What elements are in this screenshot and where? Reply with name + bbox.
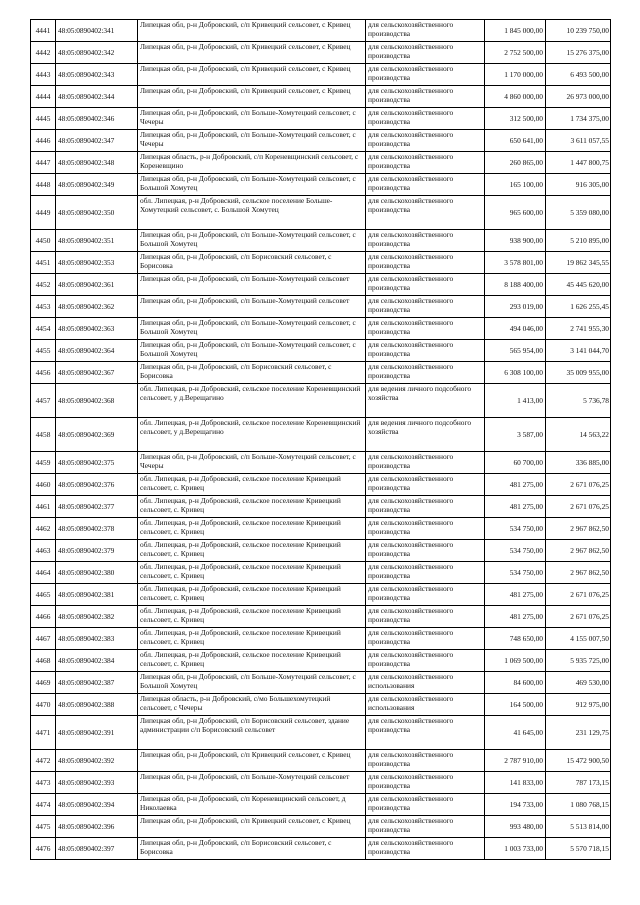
row-number: 4447 xyxy=(31,152,56,174)
cadastral-number: 48:05:0890402:376 xyxy=(56,474,138,496)
permitted-use-cell: для сельскохозяйственного производства xyxy=(366,274,485,296)
table-row xyxy=(31,340,611,362)
table-row xyxy=(31,384,611,418)
cadastral-number: 48:05:0890402:388 xyxy=(56,694,138,716)
table-row xyxy=(31,694,611,716)
table-body xyxy=(31,20,611,860)
permitted-use-cell: для сельскохозяйственного производства xyxy=(366,838,485,860)
cadastral-value-cell: 5 736,78 xyxy=(546,384,611,418)
table-row xyxy=(31,562,611,584)
area-cell: 8 188 400,00 xyxy=(485,274,546,296)
table-row xyxy=(31,86,611,108)
cadastral-number: 48:05:0890402:341 xyxy=(56,20,138,42)
cadastral-value-cell: 2 671 076,25 xyxy=(546,474,611,496)
address-cell: обл. Липецкая, р-н Добровский, сельское поселение Кривецкий сельсовет, с. Кривец xyxy=(138,650,366,672)
cadastral-number: 48:05:0890402:397 xyxy=(56,838,138,860)
cadastral-value-cell: 1 447 800,75 xyxy=(546,152,611,174)
table-row xyxy=(31,152,611,174)
address-cell: Липецкая обл, р-н Добровский, с/п Больше-Хомутецкий сельсовет, с Чечеры xyxy=(138,130,366,152)
permitted-use-cell: для сельскохозяйственного производства xyxy=(366,716,485,750)
address-cell: Липецкая обл, р-н Добровский, с/п Больше-Хомутецкий сельсовет, с Большой Хомутец xyxy=(138,174,366,196)
cadastral-value-cell: 5 570 718,15 xyxy=(546,838,611,860)
row-number: 4454 xyxy=(31,318,56,340)
address-cell: Липецкая обл, р-н Добровский, с/п Кореневщинский сельсовет, д Николаевка xyxy=(138,794,366,816)
permitted-use-cell: для сельскохозяйственного производства xyxy=(366,650,485,672)
cadastral-number: 48:05:0890402:382 xyxy=(56,606,138,628)
cadastral-number: 48:05:0890402:391 xyxy=(56,716,138,750)
row-number: 4449 xyxy=(31,196,56,230)
area-cell: 993 480,00 xyxy=(485,816,546,838)
area-cell: 3 587,00 xyxy=(485,418,546,452)
address-cell: Липецкая обл, р-н Добровский, с/п Больше-Хомутецкий сельсовет xyxy=(138,296,366,318)
row-number: 4466 xyxy=(31,606,56,628)
cadastral-value-cell: 6 493 500,00 xyxy=(546,64,611,86)
cadastral-value-cell: 787 173,15 xyxy=(546,772,611,794)
address-cell: обл. Липецкая, р-н Добровский, сельское поселение Кореневщинский сельсовет, у д.Верещагино xyxy=(138,418,366,452)
cadastral-number: 48:05:0890402:384 xyxy=(56,650,138,672)
permitted-use-cell: для сельскохозяйственного производства xyxy=(366,750,485,772)
address-cell: Липецкая обл, р-н Добровский, с/п Борисовский сельсовет, с Борисовка xyxy=(138,838,366,860)
row-number: 4475 xyxy=(31,816,56,838)
table-row xyxy=(31,196,611,230)
row-number: 4470 xyxy=(31,694,56,716)
table-row xyxy=(31,584,611,606)
cadastral-value-cell: 2 671 076,25 xyxy=(546,584,611,606)
area-cell: 141 833,00 xyxy=(485,772,546,794)
cadastral-number: 48:05:0890402:380 xyxy=(56,562,138,584)
area-cell: 1 003 733,00 xyxy=(485,838,546,860)
cadastral-number: 48:05:0890402:343 xyxy=(56,64,138,86)
table-row xyxy=(31,794,611,816)
address-cell: Липецкая обл, р-н Добровский, с/п Борисовский сельсовет, с Борисовка xyxy=(138,252,366,274)
area-cell: 194 733,00 xyxy=(485,794,546,816)
address-cell: обл. Липецкая, р-н Добровский, сельское поселение Больше-Хомутецкий сельсовет, с. Большой Хомутец xyxy=(138,196,366,230)
permitted-use-cell: для сельскохозяйственного производства xyxy=(366,362,485,384)
cadastral-number: 48:05:0890402:342 xyxy=(56,42,138,64)
cadastral-number: 48:05:0890402:347 xyxy=(56,130,138,152)
cadastral-number: 48:05:0890402:369 xyxy=(56,418,138,452)
cadastral-value-cell: 5 513 814,00 xyxy=(546,816,611,838)
area-cell: 1 170 000,00 xyxy=(485,64,546,86)
address-cell: Липецкая обл, р-н Добровский, с/п Больше-Хомутецкий сельсовет, с Чечеры xyxy=(138,108,366,130)
address-cell: обл. Липецкая, р-н Добровский, сельское поселение Кривецкий сельсовет, с. Кривец xyxy=(138,474,366,496)
area-cell: 481 275,00 xyxy=(485,584,546,606)
row-number: 4474 xyxy=(31,794,56,816)
area-cell: 481 275,00 xyxy=(485,496,546,518)
cadastral-value-cell: 5 935 725,00 xyxy=(546,650,611,672)
cadastral-number: 48:05:0890402:349 xyxy=(56,174,138,196)
table-row xyxy=(31,42,611,64)
row-number: 4471 xyxy=(31,716,56,750)
cadastral-number: 48:05:0890402:353 xyxy=(56,252,138,274)
cadastral-number: 48:05:0890402:375 xyxy=(56,452,138,474)
cadastral-value-cell: 15 472 900,50 xyxy=(546,750,611,772)
permitted-use-cell: для сельскохозяйственного производства xyxy=(366,452,485,474)
table-row xyxy=(31,252,611,274)
area-cell: 1 845 000,00 xyxy=(485,20,546,42)
area-cell: 534 750,00 xyxy=(485,562,546,584)
address-cell: обл. Липецкая, р-н Добровский, сельское поселение Кривецкий сельсовет, с. Кривец xyxy=(138,518,366,540)
area-cell: 565 954,00 xyxy=(485,340,546,362)
address-cell: Липецкая обл, р-н Добровский, с/п Больше-Хомутецкий сельсовет xyxy=(138,772,366,794)
table-row xyxy=(31,518,611,540)
permitted-use-cell: для сельскохозяйственного производства xyxy=(366,340,485,362)
cadastral-number: 48:05:0890402:361 xyxy=(56,274,138,296)
area-cell: 165 100,00 xyxy=(485,174,546,196)
permitted-use-cell: для сельскохозяйственного производства xyxy=(366,606,485,628)
table-row xyxy=(31,20,611,42)
permitted-use-cell: для сельскохозяйственного производства xyxy=(366,152,485,174)
row-number: 4451 xyxy=(31,252,56,274)
address-cell: обл. Липецкая, р-н Добровский, сельское поселение Кривецкий сельсовет, с. Кривец xyxy=(138,628,366,650)
cadastral-number: 48:05:0890402:383 xyxy=(56,628,138,650)
permitted-use-cell: для сельскохозяйственного производства xyxy=(366,42,485,64)
cadastral-value-cell: 469 530,00 xyxy=(546,672,611,694)
area-cell: 748 650,00 xyxy=(485,628,546,650)
table-row xyxy=(31,772,611,794)
table-row xyxy=(31,606,611,628)
cadastral-number: 48:05:0890402:364 xyxy=(56,340,138,362)
area-cell: 41 645,00 xyxy=(485,716,546,750)
row-number: 4473 xyxy=(31,772,56,794)
cadastral-value-cell: 14 563,22 xyxy=(546,418,611,452)
area-cell: 1 413,00 xyxy=(485,384,546,418)
row-number: 4455 xyxy=(31,340,56,362)
cadastral-value-cell: 5 359 080,00 xyxy=(546,196,611,230)
area-cell: 965 600,00 xyxy=(485,196,546,230)
table-row xyxy=(31,362,611,384)
permitted-use-cell: для сельскохозяйственного производства xyxy=(366,252,485,274)
cadastral-value-cell: 3 141 044,70 xyxy=(546,340,611,362)
address-cell: Липецкая обл, р-н Добровский, с/п Кривецкий сельсовет, с Кривец xyxy=(138,20,366,42)
permitted-use-cell: для сельскохозяйственного производства xyxy=(366,496,485,518)
area-cell: 3 578 801,00 xyxy=(485,252,546,274)
cadastral-value-cell: 2 967 862,50 xyxy=(546,540,611,562)
row-number: 4468 xyxy=(31,650,56,672)
permitted-use-cell: для сельскохозяйственного производства xyxy=(366,108,485,130)
address-cell: Липецкая обл, р-н Добровский, с/п Кривецкий сельсовет, с Кривец xyxy=(138,750,366,772)
cadastral-value-cell: 45 445 620,00 xyxy=(546,274,611,296)
row-number: 4443 xyxy=(31,64,56,86)
address-cell: Липецкая обл, р-н Добровский, с/п Борисовский сельсовет, с Борисовка xyxy=(138,362,366,384)
address-cell: обл. Липецкая, р-н Добровский, сельское поселение Кривецкий сельсовет, с. Кривец xyxy=(138,540,366,562)
row-number: 4450 xyxy=(31,230,56,252)
address-cell: Липецкая область, р-н Добровский, с/мо Большехомутецкий сельсовет, с Чечеры xyxy=(138,694,366,716)
address-cell: Липецкая обл, р-н Добровский, с/п Больше-Хомутецкий сельсовет, с Чечеры xyxy=(138,452,366,474)
row-number: 4459 xyxy=(31,452,56,474)
row-number: 4460 xyxy=(31,474,56,496)
table-row xyxy=(31,628,611,650)
row-number: 4476 xyxy=(31,838,56,860)
permitted-use-cell: для сельскохозяйственного производства xyxy=(366,64,485,86)
table-row xyxy=(31,418,611,452)
address-cell: обл. Липецкая, р-н Добровский, сельское поселение Кореневщинский сельсовет, у д.Верещагино xyxy=(138,384,366,418)
area-cell: 1 069 500,00 xyxy=(485,650,546,672)
permitted-use-cell: для сельскохозяйственного производства xyxy=(366,562,485,584)
cadastral-value-cell: 2 671 076,25 xyxy=(546,606,611,628)
cadastral-number: 48:05:0890402:344 xyxy=(56,86,138,108)
cadastral-value-cell: 3 611 057,55 xyxy=(546,130,611,152)
cadastral-number: 48:05:0890402:367 xyxy=(56,362,138,384)
row-number: 4461 xyxy=(31,496,56,518)
cadastral-number: 48:05:0890402:346 xyxy=(56,108,138,130)
permitted-use-cell: для сельскохозяйственного производства xyxy=(366,296,485,318)
permitted-use-cell: для сельскохозяйственного производства xyxy=(366,816,485,838)
area-cell: 481 275,00 xyxy=(485,606,546,628)
cadastral-value-cell: 2 741 955,30 xyxy=(546,318,611,340)
address-cell: Липецкая область, р-н Добровский, с/п Кореневщинский сельсовет, с Кореневщино xyxy=(138,152,366,174)
row-number: 4445 xyxy=(31,108,56,130)
area-cell: 260 865,00 xyxy=(485,152,546,174)
cadastral-number: 48:05:0890402:394 xyxy=(56,794,138,816)
table-row xyxy=(31,496,611,518)
cadastral-value-cell: 15 276 375,00 xyxy=(546,42,611,64)
permitted-use-cell: для сельскохозяйственного производства xyxy=(366,318,485,340)
row-number: 4448 xyxy=(31,174,56,196)
address-cell: Липецкая обл, р-н Добровский, с/п Борисовский сельсовет, здание администрации с/п Борисовский сельсовет xyxy=(138,716,366,750)
row-number: 4441 xyxy=(31,20,56,42)
permitted-use-cell: для сельскохозяйственного производства xyxy=(366,794,485,816)
permitted-use-cell: для сельскохозяйственного производства xyxy=(366,628,485,650)
address-cell: Липецкая обл, р-н Добровский, с/п Больше-Хомутецкий сельсовет, с Большой Хомутец xyxy=(138,230,366,252)
area-cell: 481 275,00 xyxy=(485,474,546,496)
table-row xyxy=(31,174,611,196)
area-cell: 60 700,00 xyxy=(485,452,546,474)
table-row xyxy=(31,230,611,252)
cadastral-number: 48:05:0890402:377 xyxy=(56,496,138,518)
permitted-use-cell: для ведения личного подсобного хозяйства xyxy=(366,418,485,452)
cadastral-number: 48:05:0890402:379 xyxy=(56,540,138,562)
cadastral-number: 48:05:0890402:351 xyxy=(56,230,138,252)
area-cell: 164 500,00 xyxy=(485,694,546,716)
cadastral-value-cell: 336 885,00 xyxy=(546,452,611,474)
permitted-use-cell: для сельскохозяйственного производства xyxy=(366,772,485,794)
area-cell: 494 046,00 xyxy=(485,318,546,340)
cadastral-value-cell: 5 210 895,00 xyxy=(546,230,611,252)
row-number: 4462 xyxy=(31,518,56,540)
cadastral-value-cell: 10 239 750,00 xyxy=(546,20,611,42)
table-row xyxy=(31,274,611,296)
row-number: 4442 xyxy=(31,42,56,64)
row-number: 4469 xyxy=(31,672,56,694)
address-cell: обл. Липецкая, р-н Добровский, сельское поселение Кривецкий сельсовет, с. Кривец xyxy=(138,584,366,606)
permitted-use-cell: для сельскохозяйственного использования xyxy=(366,672,485,694)
area-cell: 293 019,00 xyxy=(485,296,546,318)
cadastral-number: 48:05:0890402:350 xyxy=(56,196,138,230)
area-cell: 312 500,00 xyxy=(485,108,546,130)
cadastral-number: 48:05:0890402:378 xyxy=(56,518,138,540)
cadastral-number: 48:05:0890402:387 xyxy=(56,672,138,694)
address-cell: обл. Липецкая, р-н Добровский, сельское поселение Кривецкий сельсовет, с. Кривец xyxy=(138,562,366,584)
permitted-use-cell: для сельскохозяйственного производства xyxy=(366,474,485,496)
table-row xyxy=(31,716,611,750)
address-cell: Липецкая обл, р-н Добровский, с/п Больше-Хомутецкий сельсовет, с Большой Хомутец xyxy=(138,672,366,694)
area-cell: 534 750,00 xyxy=(485,518,546,540)
row-number: 4472 xyxy=(31,750,56,772)
address-cell: Липецкая обл, р-н Добровский, с/п Кривецкий сельсовет, с Кривец xyxy=(138,42,366,64)
cadastral-number: 48:05:0890402:393 xyxy=(56,772,138,794)
table-row xyxy=(31,64,611,86)
row-number: 4453 xyxy=(31,296,56,318)
area-cell: 2 752 500,00 xyxy=(485,42,546,64)
table-row xyxy=(31,672,611,694)
area-cell: 938 900,00 xyxy=(485,230,546,252)
row-number: 4463 xyxy=(31,540,56,562)
cadastral-number: 48:05:0890402:348 xyxy=(56,152,138,174)
cadastral-value-cell: 2 671 076,25 xyxy=(546,496,611,518)
cadastral-value-cell: 2 967 862,50 xyxy=(546,562,611,584)
row-number: 4465 xyxy=(31,584,56,606)
permitted-use-cell: для сельскохозяйственного производства xyxy=(366,86,485,108)
cadastral-number: 48:05:0890402:363 xyxy=(56,318,138,340)
land-plots-table xyxy=(30,19,611,860)
permitted-use-cell: для сельскохозяйственного производства xyxy=(366,20,485,42)
table-row xyxy=(31,474,611,496)
address-cell: Липецкая обл, р-н Добровский, с/п Кривецкий сельсовет, с Кривец xyxy=(138,64,366,86)
cadastral-value-cell: 1 626 255,45 xyxy=(546,296,611,318)
cadastral-number: 48:05:0890402:368 xyxy=(56,384,138,418)
row-number: 4444 xyxy=(31,86,56,108)
permitted-use-cell: для сельскохозяйственного производства xyxy=(366,540,485,562)
table-row xyxy=(31,130,611,152)
cadastral-value-cell: 35 009 955,00 xyxy=(546,362,611,384)
table-row xyxy=(31,108,611,130)
cadastral-value-cell: 1 080 768,15 xyxy=(546,794,611,816)
row-number: 4457 xyxy=(31,384,56,418)
cadastral-value-cell: 912 975,00 xyxy=(546,694,611,716)
document-page xyxy=(30,19,610,860)
permitted-use-cell: для сельскохозяйственного производства xyxy=(366,230,485,252)
address-cell: Липецкая обл, р-н Добровский, с/п Больше-Хомутецкий сельсовет, с Большой Хомутец xyxy=(138,340,366,362)
table-row xyxy=(31,750,611,772)
cadastral-value-cell: 19 862 345,55 xyxy=(546,252,611,274)
permitted-use-cell: для сельскохозяйственного производства xyxy=(366,130,485,152)
table-row xyxy=(31,452,611,474)
row-number: 4446 xyxy=(31,130,56,152)
area-cell: 650 641,00 xyxy=(485,130,546,152)
address-cell: Липецкая обл, р-н Добровский, с/п Кривецкий сельсовет, с Кривец xyxy=(138,816,366,838)
cadastral-number: 48:05:0890402:392 xyxy=(56,750,138,772)
cadastral-value-cell: 916 305,00 xyxy=(546,174,611,196)
cadastral-value-cell: 2 967 862,50 xyxy=(546,518,611,540)
cadastral-number: 48:05:0890402:381 xyxy=(56,584,138,606)
row-number: 4464 xyxy=(31,562,56,584)
area-cell: 4 860 000,00 xyxy=(485,86,546,108)
row-number: 4458 xyxy=(31,418,56,452)
cadastral-value-cell: 26 973 000,00 xyxy=(546,86,611,108)
table-row xyxy=(31,318,611,340)
area-cell: 2 787 910,00 xyxy=(485,750,546,772)
area-cell: 534 750,00 xyxy=(485,540,546,562)
cadastral-value-cell: 1 734 375,00 xyxy=(546,108,611,130)
cadastral-value-cell: 231 129,75 xyxy=(546,716,611,750)
permitted-use-cell: для сельскохозяйственного производства xyxy=(366,518,485,540)
table-row xyxy=(31,838,611,860)
cadastral-number: 48:05:0890402:362 xyxy=(56,296,138,318)
address-cell: Липецкая обл, р-н Добровский, с/п Кривецкий сельсовет, с Кривец xyxy=(138,86,366,108)
address-cell: Липецкая обл, р-н Добровский, с/п Больше-Хомутецкий сельсовет xyxy=(138,274,366,296)
address-cell: Липецкая обл, р-н Добровский, с/п Больше-Хомутецкий сельсовет, с Большой Хомутец xyxy=(138,318,366,340)
area-cell: 84 600,00 xyxy=(485,672,546,694)
cadastral-value-cell: 4 155 007,50 xyxy=(546,628,611,650)
area-cell: 6 308 100,00 xyxy=(485,362,546,384)
row-number: 4452 xyxy=(31,274,56,296)
table-row xyxy=(31,296,611,318)
permitted-use-cell: для сельскохозяйственного производства xyxy=(366,584,485,606)
table-row xyxy=(31,816,611,838)
cadastral-number: 48:05:0890402:396 xyxy=(56,816,138,838)
permitted-use-cell: для сельскохозяйственного использования xyxy=(366,694,485,716)
permitted-use-cell: для сельскохозяйственного производства xyxy=(366,196,485,230)
address-cell: обл. Липецкая, р-н Добровский, сельское поселение Кривецкий сельсовет, с. Кривец xyxy=(138,496,366,518)
row-number: 4456 xyxy=(31,362,56,384)
address-cell: обл. Липецкая, р-н Добровский, сельское поселение Кривецкий сельсовет, с. Кривец xyxy=(138,606,366,628)
permitted-use-cell: для сельскохозяйственного производства xyxy=(366,174,485,196)
table-row xyxy=(31,650,611,672)
permitted-use-cell: для ведения личного подсобного хозяйства xyxy=(366,384,485,418)
row-number: 4467 xyxy=(31,628,56,650)
table-row xyxy=(31,540,611,562)
